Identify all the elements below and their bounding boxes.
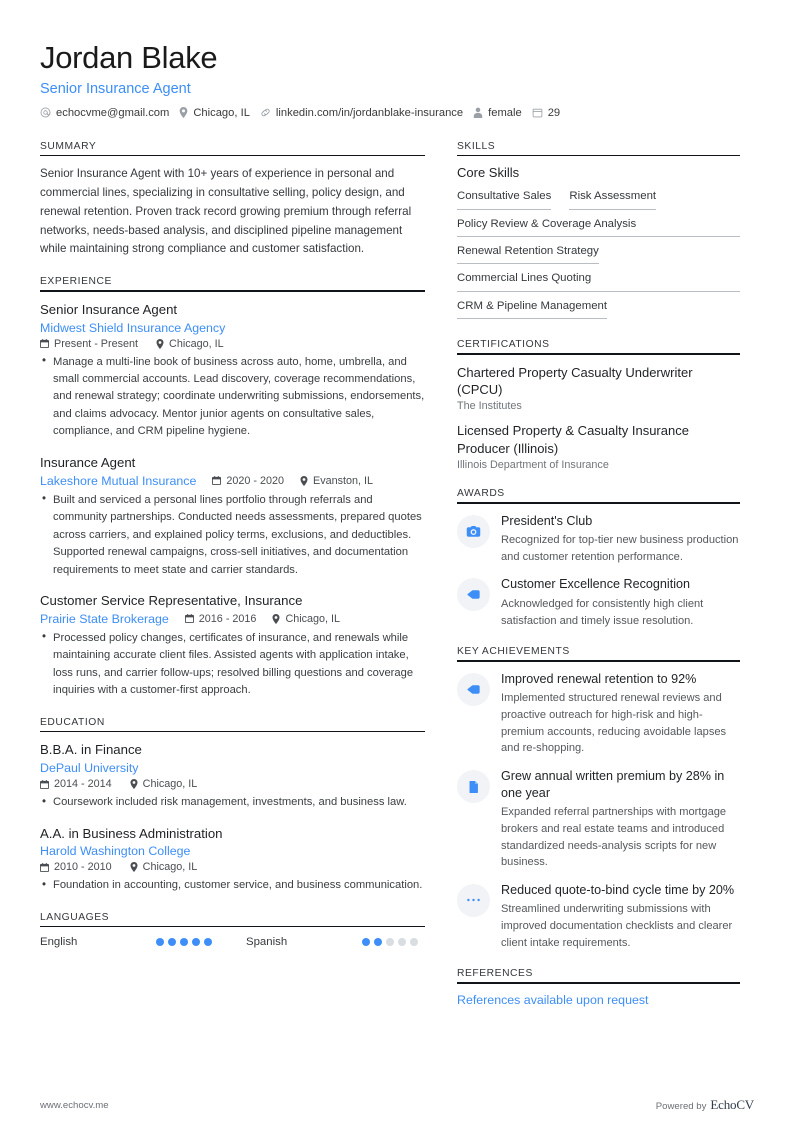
right-column [457,141,740,1024]
experience-dates [40,338,138,350]
education-location-text: Chicago, IL [142,778,198,791]
achievement-title: Grew annual written premium by 28% in one year [501,769,725,800]
skill-item: Policy Review & Coverage Analysis [457,213,740,237]
certification-name: Chartered Property Casualty Underwriter (CPCU) [457,364,693,398]
experience-meta [40,338,425,350]
education-location [130,778,198,790]
experience-dates-text: 2020 - 2020 [226,474,284,487]
achievement-title: Reduced quote-to-bind cycle time by 20% [501,882,735,897]
bullet-item: • Built and serviced a personal lines portfolio through referrals and community partnerships. Conducted needs assessments, prepared quotes across carriers, and explained policy terms, exclusions, and deductibles. Supported renewal campaigns, cross-sell initiatives, and documentation requirements to meet state and carrier standards. [40,492,425,579]
certification-name: Licensed Property & Casualty Insurance Producer (Illinois) [457,423,689,456]
contact-row [40,107,754,119]
calendar-icon [212,476,221,485]
education-school-row [40,761,425,775]
brand-name: EchoCV [710,1097,754,1112]
section-title-key-achievements: KEY ACHIEVEMENTS [457,646,570,658]
location-pin-icon [156,339,164,349]
language-item [246,936,418,948]
contact-gender-text: female [488,106,522,119]
achievement-badge [457,673,490,706]
education-bullets [40,877,425,894]
experience-location-text: Evanston, IL [313,474,374,487]
footer-branding [656,1097,754,1113]
experience-organization: Prairie State Brokerage [40,611,169,626]
tag-icon [466,587,481,602]
achievement-description: Streamlined underwriting submissions with improved documentation checklists and clearer client intake requirements. [501,903,733,949]
language-name: English [40,936,78,949]
language-level-dots [362,938,418,946]
skill-item: Risk Assessment [569,185,656,209]
award-badge [457,578,490,611]
experience-dates-text: Present - Present [54,337,139,350]
calendar-icon [40,863,49,872]
section-divider [40,290,425,292]
section-divider [457,502,740,504]
certification-item [457,364,740,413]
education-school: Harold Washington College [40,844,191,859]
experience-role: Senior Insurance Agent [40,301,178,317]
experience-location-text: Chicago, IL [285,612,341,625]
award-body [501,576,740,629]
language-level-dots [156,938,212,946]
certification-item [457,422,740,471]
experience-org-row [40,321,425,335]
camera-icon [466,524,481,539]
document-icon [467,780,481,794]
experience-location [300,475,373,487]
experience-dates [185,613,257,625]
certification-issuer: Illinois Department of Insurance [457,458,609,471]
section-education [40,717,425,895]
section-title-certifications: CERTIFICATIONS [457,339,550,351]
powered-by-label: Powered by [655,1101,707,1112]
footer-site-url[interactable]: www.echocv.me [40,1099,109,1111]
achievement-body [501,882,740,952]
calendar-icon [532,107,543,118]
ellipsis-icon [466,897,481,903]
skill-item: CRM & Pipeline Management [457,295,607,319]
award-title: Customer Excellence Recognition [501,577,690,592]
experience-location [156,338,224,350]
education-entry [40,741,425,811]
experience-entry [40,592,425,700]
language-item [40,936,212,948]
education-school-row [40,844,425,858]
contact-email-text: echocvme@gmail.com [56,106,170,119]
award-title: President's Club [501,513,593,528]
experience-role: Customer Service Representative, Insurance [40,593,303,609]
experience-role: Insurance Agent [40,454,136,470]
tag-icon [466,682,481,697]
skills-group-title: Core Skills [457,165,520,181]
section-certifications [457,339,740,471]
section-title-summary: SUMMARY [40,140,97,152]
achievement-item [457,671,740,757]
experience-location-text: Chicago, IL [169,337,224,350]
section-title-experience: EXPERIENCE [40,276,112,288]
bullet-item: • Processed policy changes, certificates of insurance, and renewals while maintaining accurate client files. Assisted agents with application intake, loss runs, and carrier follow-ups; resolved billing questions and coverage inquiries with a customer-first approach. [40,630,425,700]
contact-location [179,107,250,119]
education-school: DePaul University [40,761,139,776]
contact-location-text: Chicago, IL [193,106,250,119]
education-dates [40,861,112,873]
contact-email[interactable] [40,107,169,119]
experience-organization: Lakeshore Mutual Insurance [40,473,197,488]
education-meta [40,778,425,790]
experience-bullets [40,492,425,579]
skill-item: Consultative Sales [457,185,551,209]
achievement-badge [457,884,490,917]
contact-age-text: 29 [547,106,561,119]
experience-location [272,613,340,625]
section-divider [40,155,425,157]
education-location [130,861,198,873]
location-pin-icon [272,614,280,624]
section-references [457,968,740,1007]
experience-org-row [40,474,425,488]
bullet-item: • Manage a multi-line book of business across auto, home, umbrella, and small commercial accounts. Lead discovery, coverage recommendations, and renewal strategy; coordinate underwriting submissions, endorsements, and claims advocacy. Mentor junior agents on consultative sales, compliance, and CRM pipeline hygiene. [40,354,425,441]
section-divider [40,731,425,733]
section-divider [457,982,740,984]
language-name: Spanish [246,936,288,949]
achievement-title: Improved renewal retention to 92% [501,671,697,686]
section-title-education: EDUCATION [40,716,105,728]
candidate-name: Jordan Blake [40,40,218,75]
experience-bullets [40,630,425,700]
award-item [457,576,740,629]
bullet-item: • Coursework included risk management, investments, and business law. [40,794,425,811]
section-divider [457,155,740,157]
location-pin-icon [300,476,308,486]
section-awards [457,488,740,629]
section-title-awards: AWARDS [457,487,505,499]
link-icon [260,107,271,118]
achievement-description: Expanded referral partnerships with mortgage brokers and real estate teams and introduced standardized needs-analysis scripts for new business. [501,806,727,869]
achievement-badge [457,770,490,803]
skills-list [457,185,740,322]
contact-linkedin-text: linkedin.com/in/jordanblake-insurance [275,106,464,119]
experience-bullets [40,354,425,441]
award-badge [457,515,490,548]
section-divider [40,926,425,928]
experience-dates-text: 2016 - 2016 [198,612,257,625]
experience-organization: Midwest Shield Insurance Agency [40,320,226,335]
achievement-description: Implemented structured renewal reviews and proactive outreach for high-risk and high-premium accounts, reducing avoidable lapses and re-shopping. [501,692,727,755]
bullet-item: • Foundation in accounting, customer service, and business communication. [40,877,425,894]
calendar-icon [40,339,49,348]
achievement-item [457,882,740,952]
section-key-achievements [457,646,740,951]
section-title-languages: LANGUAGES [40,911,110,923]
education-bullets [40,794,425,811]
location-pin-icon [130,779,138,789]
education-meta [40,861,425,873]
section-summary [40,141,425,260]
page-footer [40,1097,754,1113]
email-icon [40,107,51,118]
person-icon [473,107,483,118]
education-dates-text: 2010 - 2010 [54,861,112,874]
left-column [40,141,425,966]
section-languages [40,912,425,949]
section-title-references: REFERENCES [457,968,533,980]
award-description: Acknowledged for consistently high client satisfaction and timely issue resolution. [501,598,704,627]
achievement-item [457,768,740,871]
summary-text: Senior Insurance Agent with 10+ years of experience in personal and commercial lines, specializing in consultative selling, policy design, and renewal retention. Proven track record growing premium through referral networks, needs-based analysis, and disciplined pipeline management while maintaining strong compliance and customer satisfaction. [40,167,412,256]
experience-dates [212,475,284,487]
award-item [457,513,740,566]
experience-org-row [40,612,425,626]
resume-header [0,0,794,119]
languages-list [40,936,425,948]
references-text[interactable]: References available upon request [457,992,649,1007]
skill-item: Commercial Lines Quoting [457,267,740,291]
location-pin-icon [179,107,188,118]
calendar-icon [40,780,49,789]
experience-entry [40,454,425,579]
section-divider [457,353,740,355]
education-dates [40,778,112,790]
education-dates-text: 2014 - 2014 [54,778,112,791]
section-experience [40,276,425,700]
award-body [501,513,740,566]
candidate-job-title: Senior Insurance Agent [40,80,191,97]
location-pin-icon [130,862,138,872]
education-location-text: Chicago, IL [142,861,198,874]
section-title-skills: SKILLS [457,140,496,152]
achievement-body [501,768,740,871]
certification-issuer: The Institutes [457,400,522,413]
skill-item: Renewal Retention Strategy [457,240,599,264]
award-description: Recognized for top-tier new business production and customer retention performance. [501,534,739,563]
calendar-icon [185,614,194,623]
education-degree: B.B.A. in Finance [40,742,142,758]
section-divider [457,660,740,662]
achievement-body [501,671,740,757]
contact-gender [473,107,522,119]
experience-entry [40,301,425,441]
contact-age [532,107,560,119]
education-degree: A.A. in Business Administration [40,825,223,841]
section-skills [457,141,740,323]
contact-linkedin[interactable] [260,107,463,119]
education-entry [40,825,425,895]
resume-columns [0,119,794,1024]
